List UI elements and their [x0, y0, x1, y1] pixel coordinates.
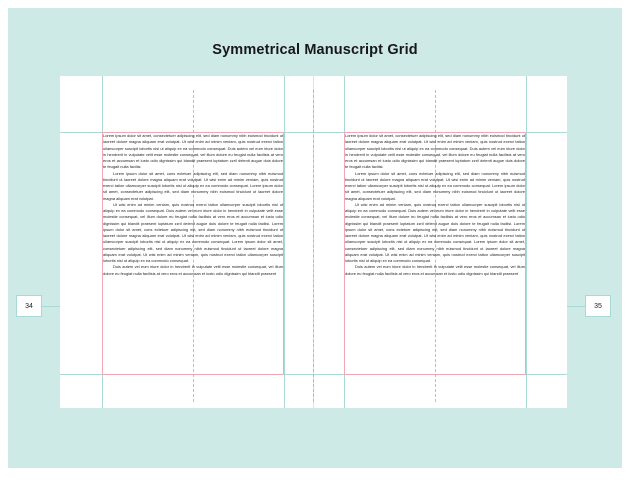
- guide-line-left-page-gutter: [284, 76, 285, 408]
- paragraph: Lorem ipsum dolor sit amet, cons ectetuer adipiscing elit, sed diam nonummy nibh euismod tincidunt ut laoreet dolore magna aliquam erat volutpat. Ut wisi enim ad minim veniam, quis nostrud exerci tation ullamcorper suscipit lobortis nisl ut aliquip ex ea commodo consequat. Lorem ipsum dolor sit amet, consectetuer adipiscing elit, sed diam nonummy nibh euismod tincidunt ut laoreet dolore magna aliquam erat volutpat.: [345, 170, 525, 201]
- diagram-canvas: [8, 8, 622, 468]
- paragraph: Duis autem vel eum iriure dolor in hendrerit in vulputate velit esse molestie consequat, vel illum dolore eu feugiat nulla facilisis at vero eros et accumsan et iusto odio dignissim qui blandit praesent: [345, 264, 525, 276]
- page-spread: [25, 76, 602, 408]
- gutter-center-dash: [313, 90, 314, 402]
- page-number-leader-right: [567, 306, 585, 307]
- page-number-right-label: 35: [594, 302, 602, 310]
- page-number-leader-left: [42, 306, 60, 307]
- paragraph: Lorem ipsum dolor sit amet, cons ectetuer adipiscing elit, sed diam nonummy nibh euismod tincidunt ut laoreet dolore magna aliquam erat volutpat. Ut wisi enim ad minim veniam, quis nostrud exerci tation ullamcorper suscipit lobortis nisl ut aliquip ex ea commodo consequat. Lorem ipsum dolor sit amet, consectetuer adipiscing elit, sed diam nonummy nibh euismod tincidunt ut laoreet dolore magna aliquam erat volutpat.: [103, 170, 283, 201]
- page-number-left: [16, 295, 42, 317]
- paragraph: Ut wisi enim ad minim veniam, quis nostrud exerci tation ullamcorper suscipit lobortis nisl ut aliquip ex ea commodo consequat. Duis autem vel eum iriure dolor in hendrerit in vulputate velit esse molestie consequat, vel illum dolore eu feugiat nulla facilisis at vero eros et accumsan et iusto odio dignissim qui blandit praesent luptatum zzril delenit augue duis dolore te feugait nulla facilisi. Lorem ipsum dolor sit amet, cons ectetuer adipiscing elit, sed diam nonummy nibh euismod tincidunt ut laoreet dolore magna aliquam erat volutpat. Ut wisi enim ad minim veniam, quis nostrud exerci tation ullamcorper suscipit lobortis nisl ut aliquip ex ea commodo consequat. Lorem ipsum dolor sit amet, consectetuer adipiscing elit, sed diam nonummy nibh euismod tincidunt ut laoreet dolore magna aliquam erat volutpat. Ut wisi enim ad minim veniam, quis nostrud exerci tation ullamcorper suscipit lobortis nisl ut aliquip ex ea commodo consequat.: [103, 201, 283, 263]
- page-number-right: [585, 295, 611, 317]
- paragraph: Lorem ipsum dolor sit amet, consectetuer adipiscing elit, sed diam nonummy nibh euismod tincidunt ut laoreet dolore magna aliquam erat volutpat. Ut wisi enim ad minim veniam, quis nostrud exerci tation ullamcorper suscipit lobortis nisl ut aliquip ex ea commodo consequat. Duis autem vel eum iriure dolor in hendrerit in vulputate velit esse molestie consequat, vel illum dolore eu feugiat nulla facilisis at vero eros et accumsan et iusto odio dignissim qui blandit praesent luptatum zzril delenit augue duis dolore te feugait nulla facilisi.: [103, 133, 283, 170]
- paragraph: Ut wisi enim ad minim veniam, quis nostrud exerci tation ullamcorper suscipit lobortis nisl ut aliquip ex ea commodo consequat. Duis autem vel eum iriure dolor in hendrerit in vulputate velit esse molestie consequat, vel illum dolore eu feugiat nulla facilisis at vero eros et accumsan et iusto odio dignissim qui blandit praesent luptatum zzril delenit augue duis dolore te feugait nulla facilisi. Lorem ipsum dolor sit amet, cons ectetuer adipiscing elit, sed diam nonummy nibh euismod tincidunt ut laoreet dolore magna aliquam erat volutpat. Ut wisi enim ad minim veniam, quis nostrud exerci tation ullamcorper suscipit lobortis nisl ut aliquip ex ea commodo consequat. Lorem ipsum dolor sit amet, consectetuer adipiscing elit, sed diam nonummy nibh euismod tincidunt ut laoreet dolore magna aliquam erat volutpat. Ut wisi enim ad minim veniam, quis nostrud exerci tation ullamcorper suscipit lobortis nisl ut aliquip ex ea commodo consequat.: [345, 201, 525, 263]
- page-number-left-label: 34: [25, 302, 33, 310]
- guide-line-right-page-outer: [526, 76, 527, 408]
- paragraph: Lorem ipsum dolor sit amet, consectetuer adipiscing elit, sed diam nonummy nibh euismod tincidunt ut laoreet dolore magna aliquam erat volutpat. Ut wisi enim ad minim veniam, quis nostrud exerci tation ullamcorper suscipit lobortis nisl ut aliquip ex ea commodo consequat. Duis autem vel eum iriure dolor in hendrerit in vulputate velit esse molestie consequat, vel illum dolore eu feugiat nulla facilisis at vero eros et accumsan et iusto odio dignissim qui blandit praesent luptatum zzril delenit augue duis dolore te feugait nulla facilisi.: [345, 133, 525, 170]
- page-title: Symmetrical Manuscript Grid: [212, 42, 418, 58]
- body-text-right-page: [345, 133, 525, 374]
- paragraph: Duis autem vel eum iriure dolor in hendrerit in vulputate velit esse molestie consequat, vel illum dolore eu feugiat nulla facilisis at vero eros et accumsan et iusto odio dignissim qui blandit praesent: [103, 264, 283, 276]
- body-text-left-page: [103, 133, 283, 374]
